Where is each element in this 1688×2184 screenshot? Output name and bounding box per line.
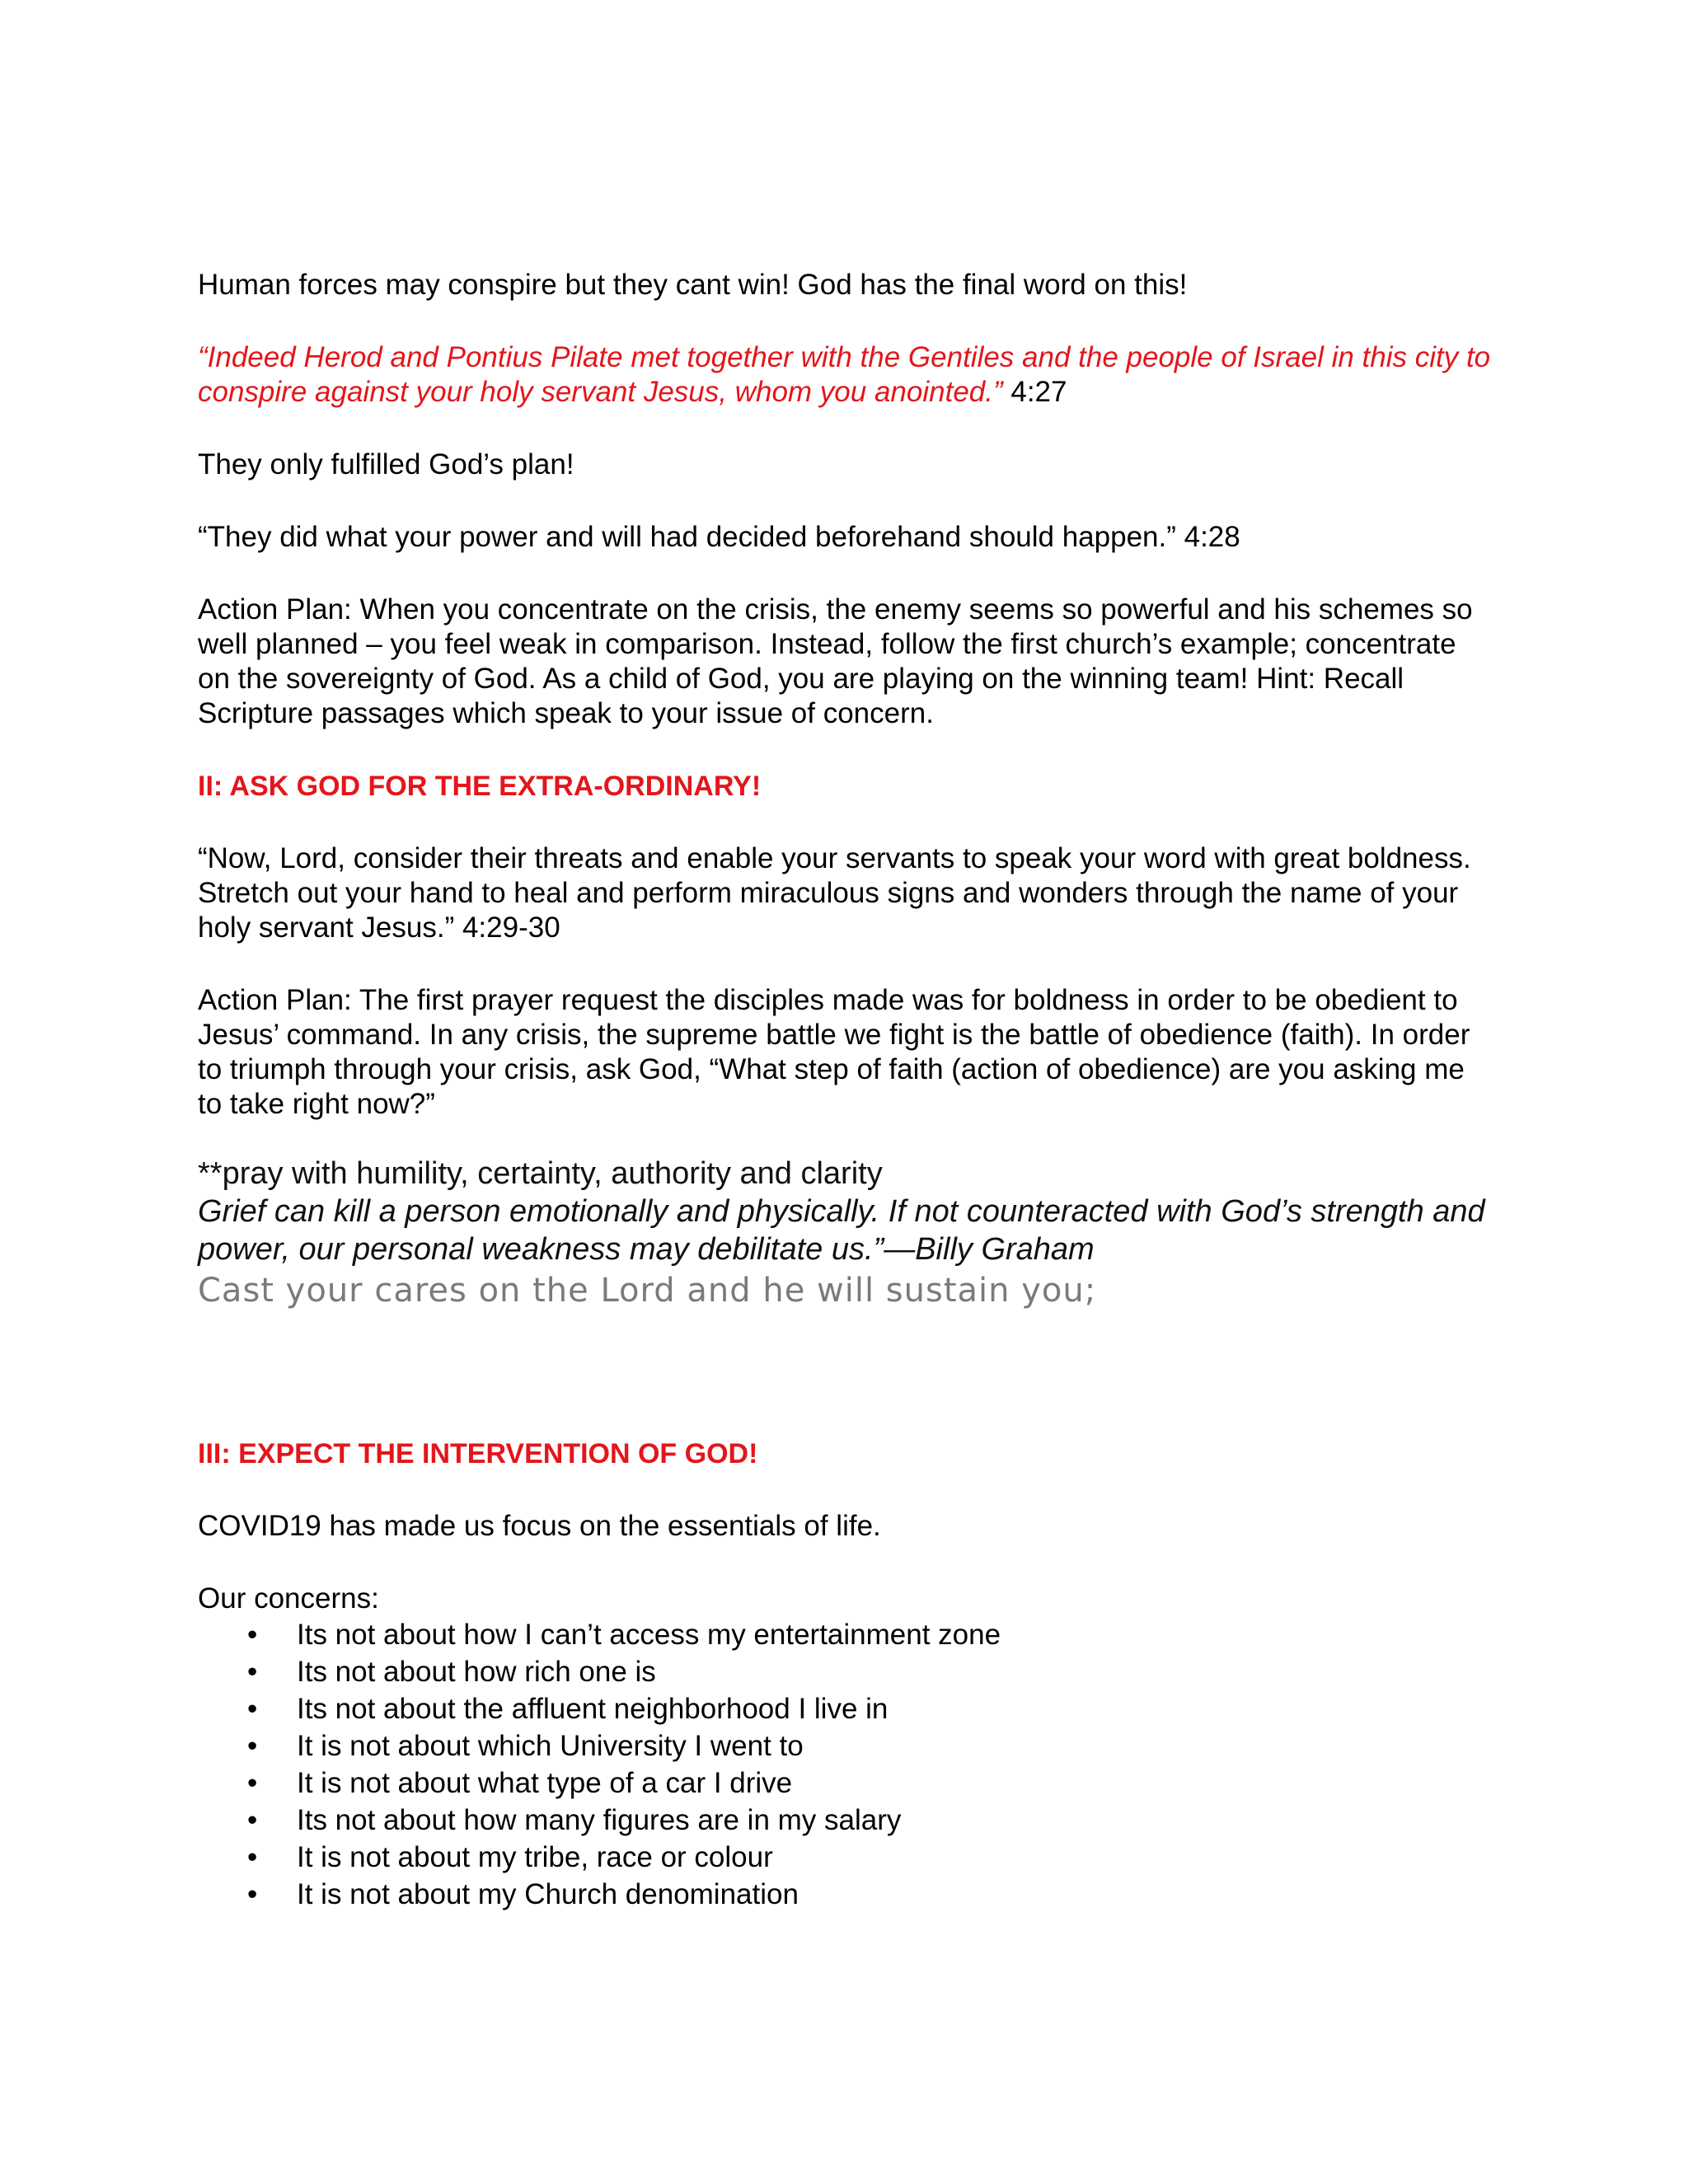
bullet-icon: • — [247, 1656, 258, 1688]
scripture-reference: 4:27 — [1002, 376, 1067, 408]
list-item: • It is not about which University I went to — [297, 1727, 1492, 1765]
pray-quote-block — [198, 1155, 1492, 1268]
list-item: • Its not about how many figures are in my salary — [297, 1802, 1492, 1839]
bullet-icon: • — [247, 1767, 258, 1799]
bullet-icon: • — [247, 1804, 258, 1836]
list-item: • It is not about what type of a car I drive — [297, 1765, 1492, 1802]
intro-paragraph: Human forces may conspire but they cant win! God has the final word on this! — [198, 269, 1188, 301]
document-content — [198, 268, 1492, 1913]
billy-graham-quote: Grief can kill a person emotionally and physically. If not counteracted with God’s strength and power, our personal weakness may debilitate us.”—Billy Graham — [198, 1194, 1485, 1267]
scripture-quote-4-28: “They did what your power and will had decided beforehand should happen.” 4:28 — [198, 521, 1240, 553]
cast-your-cares-text: Cast your cares on the Lord and he will sustain you; — [198, 1272, 1097, 1310]
list-item: • It is not about my tribe, race or colour — [297, 1839, 1492, 1876]
section-heading-3: III: EXPECT THE INTERVENTION OF GOD! — [198, 1438, 758, 1469]
fulfilled-plan-paragraph: They only fulfilled God’s plan! — [198, 448, 574, 480]
bullet-icon: • — [247, 1619, 258, 1651]
bullet-icon: • — [247, 1693, 258, 1725]
pray-note: **pray with humility, certainty, authority and clarity — [198, 1156, 883, 1191]
action-plan-1: Action Plan: When you concentrate on the crisis, the enemy seems so powerful and his schemes so well planned – you feel weak in comparison. Instead, follow the first church’s example; concentrate on the sovereignty of God. As a child of God, you are playing on the winning team! Hint: Recall Scripture passages which speak to your issue of concern. — [198, 593, 1473, 729]
section-heading-2: II: ASK GOD FOR THE EXTRA-ORDINARY! — [198, 771, 762, 802]
bullet-icon: • — [247, 1878, 258, 1910]
scripture-quote-paragraph — [198, 340, 1492, 410]
list-item: • It is not about my Church denomination — [297, 1876, 1492, 1913]
list-item: • Its not about the affluent neighborhood I live in — [297, 1690, 1492, 1727]
covid-paragraph: COVID19 has made us focus on the essentials of life. — [198, 1510, 881, 1542]
action-plan-2: Action Plan: The first prayer request the disciples made was for boldness in order to be obedient to Jesus’ command. In any crisis, the supreme battle we fight is the battle of obedience (faith). In order to triumph through your crisis, ask God, “What step of faith (action of obedience) are you asking me to take right now?” — [198, 984, 1470, 1120]
concerns-list — [198, 1616, 1492, 1913]
list-item: • Its not about how I can’t access my entertainment zone — [297, 1616, 1492, 1653]
bullet-icon: • — [247, 1730, 258, 1762]
concerns-label: Our concerns: — [198, 1582, 379, 1615]
list-item: • Its not about how rich one is — [297, 1653, 1492, 1690]
scripture-quote-text: “Indeed Herod and Pontius Pilate met together with the Gentiles and the people of Israel in this city to conspire against your holy servant Jesus, whom you anointed.” — [198, 341, 1491, 408]
bullet-icon: • — [247, 1841, 258, 1873]
scripture-quote-4-29: “Now, Lord, consider their threats and enable your servants to speak your word with great boldness. Stretch out your hand to heal and perform miraculous signs and wonders through the name of your holy servant Jesus.” 4:29-30 — [198, 842, 1471, 944]
